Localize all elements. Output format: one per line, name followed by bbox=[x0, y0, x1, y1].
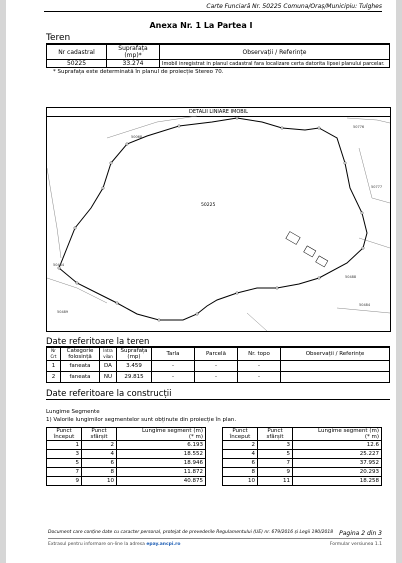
col-suprafata-mp: Suprafața (mp) bbox=[117, 348, 152, 361]
col-observatii-ref: Observații / Referințe bbox=[281, 348, 390, 361]
parcel-boundary bbox=[59, 118, 367, 320]
cell-observatii: Imobil inregistrat in planul cadastral fara localizare certa datorita lipsei planului parcelar. bbox=[160, 60, 390, 68]
segmente-subheading: 1) Valorile lungimilor segmentelor sunt obținute din proiecție în plan. bbox=[46, 417, 237, 423]
header-cf-info: Carte Funciară Nr. 50225 Comuna/Oraș/Municipiu: Tulghes bbox=[206, 3, 382, 10]
col-nr-cadastral: Nr cadastral bbox=[47, 45, 107, 60]
teren-table bbox=[46, 44, 390, 68]
col-categorie: Categorie folosință bbox=[61, 348, 100, 361]
table-row: 1 faneata DA 3.459 - - - bbox=[47, 361, 390, 372]
table-row: 3 4 18.552 bbox=[47, 450, 206, 459]
neighbor-label-7: 50489 bbox=[57, 310, 69, 314]
map-drawing bbox=[47, 108, 390, 331]
neighbor-label-2: 50776 bbox=[353, 125, 365, 129]
footer-site-link[interactable]: epay.ancpi.ro bbox=[146, 542, 181, 547]
neighbor-label-3: 50777 bbox=[371, 185, 383, 189]
table-row: 6 7 37.952 bbox=[223, 459, 382, 468]
parcel-label: 50225 bbox=[201, 203, 216, 208]
footer-page-number: Pagina 2 din 3 bbox=[339, 530, 382, 537]
map-title: DETALII LINIARE IMOBIL bbox=[47, 109, 390, 117]
table-row: 8 9 20.293 bbox=[223, 468, 382, 477]
col-tarla: Tarla bbox=[152, 348, 195, 361]
teren-heading: Teren bbox=[46, 33, 71, 43]
col-observatii: Observații / Referințe bbox=[160, 45, 390, 60]
table-row: 4 5 25.227 bbox=[223, 450, 382, 459]
footer-rule bbox=[48, 538, 382, 539]
cell-cadastral: 50225 bbox=[47, 60, 107, 68]
footer-version: Formular versiunea 1.1 bbox=[329, 542, 382, 547]
col-nr-crt: Nr Crt bbox=[47, 348, 61, 361]
segmente-table-right: Punct început Punct sfârșit Lungime segment (m) (* m) 2 3 12.6 4 5 25.227 6 7 37.952 8 9 20.293 10 11 18.258 bbox=[222, 427, 382, 486]
projection-note: * Suprafața este determinată în planul de proiecție Stereo 70. bbox=[53, 69, 224, 75]
table-row: 7 8 11.872 bbox=[47, 468, 206, 477]
table-row: 1 2 6.193 bbox=[47, 441, 206, 450]
document-page bbox=[6, 0, 396, 563]
constructii-heading: Date referitoare la construcții bbox=[46, 389, 172, 399]
col-nr-topo: Nr. topo bbox=[238, 348, 281, 361]
neighbor-label-5: 50484 bbox=[359, 303, 371, 307]
date-teren-heading: Date referitoare la teren bbox=[46, 337, 150, 347]
table-row: 9 10 40.875 bbox=[47, 477, 206, 486]
col-intravilan: Intra vilan bbox=[100, 348, 117, 361]
cell-suprafata: 33.274 bbox=[107, 60, 160, 68]
page-title: Anexa Nr. 1 La Partea I bbox=[149, 21, 253, 30]
table-row: 10 11 18.258 bbox=[223, 477, 382, 486]
date-teren-table bbox=[46, 347, 390, 383]
footer-legal-note: Document care conține date cu caracter personal, protejat de prevederile Regulamentului (UE) nr. 679/2016 și Legii 190/2018 bbox=[48, 530, 334, 535]
map-plan bbox=[46, 107, 391, 332]
table-row: 2 faneata NU 29.815 - - - bbox=[47, 372, 390, 383]
table-row: 5 6 18.946 bbox=[47, 459, 206, 468]
footer-extract: Extrasul pentru informare on-line la adresa epay.ancpi.ro bbox=[48, 542, 181, 547]
col-suprafata: Suprafața (mp)* bbox=[107, 45, 160, 60]
segmente-table-left: Punct început Punct sfârșit Lungime segment (m) (* m) 1 2 6.193 3 4 18.552 5 6 18.946 7 8 11.872 9 10 40.875 bbox=[46, 427, 206, 486]
neighbor-label-1: 50068 bbox=[131, 135, 143, 139]
header-rule bbox=[44, 11, 382, 12]
neighbor-label-6: 50464 bbox=[53, 263, 65, 267]
segmente-heading: Lungime Segmente bbox=[46, 409, 100, 415]
constructii-rule bbox=[46, 399, 390, 400]
table-row: 2 3 12.6 bbox=[223, 441, 382, 450]
col-parcela: Parcelă bbox=[195, 348, 238, 361]
neighbor-label-4: 50488 bbox=[345, 275, 357, 279]
